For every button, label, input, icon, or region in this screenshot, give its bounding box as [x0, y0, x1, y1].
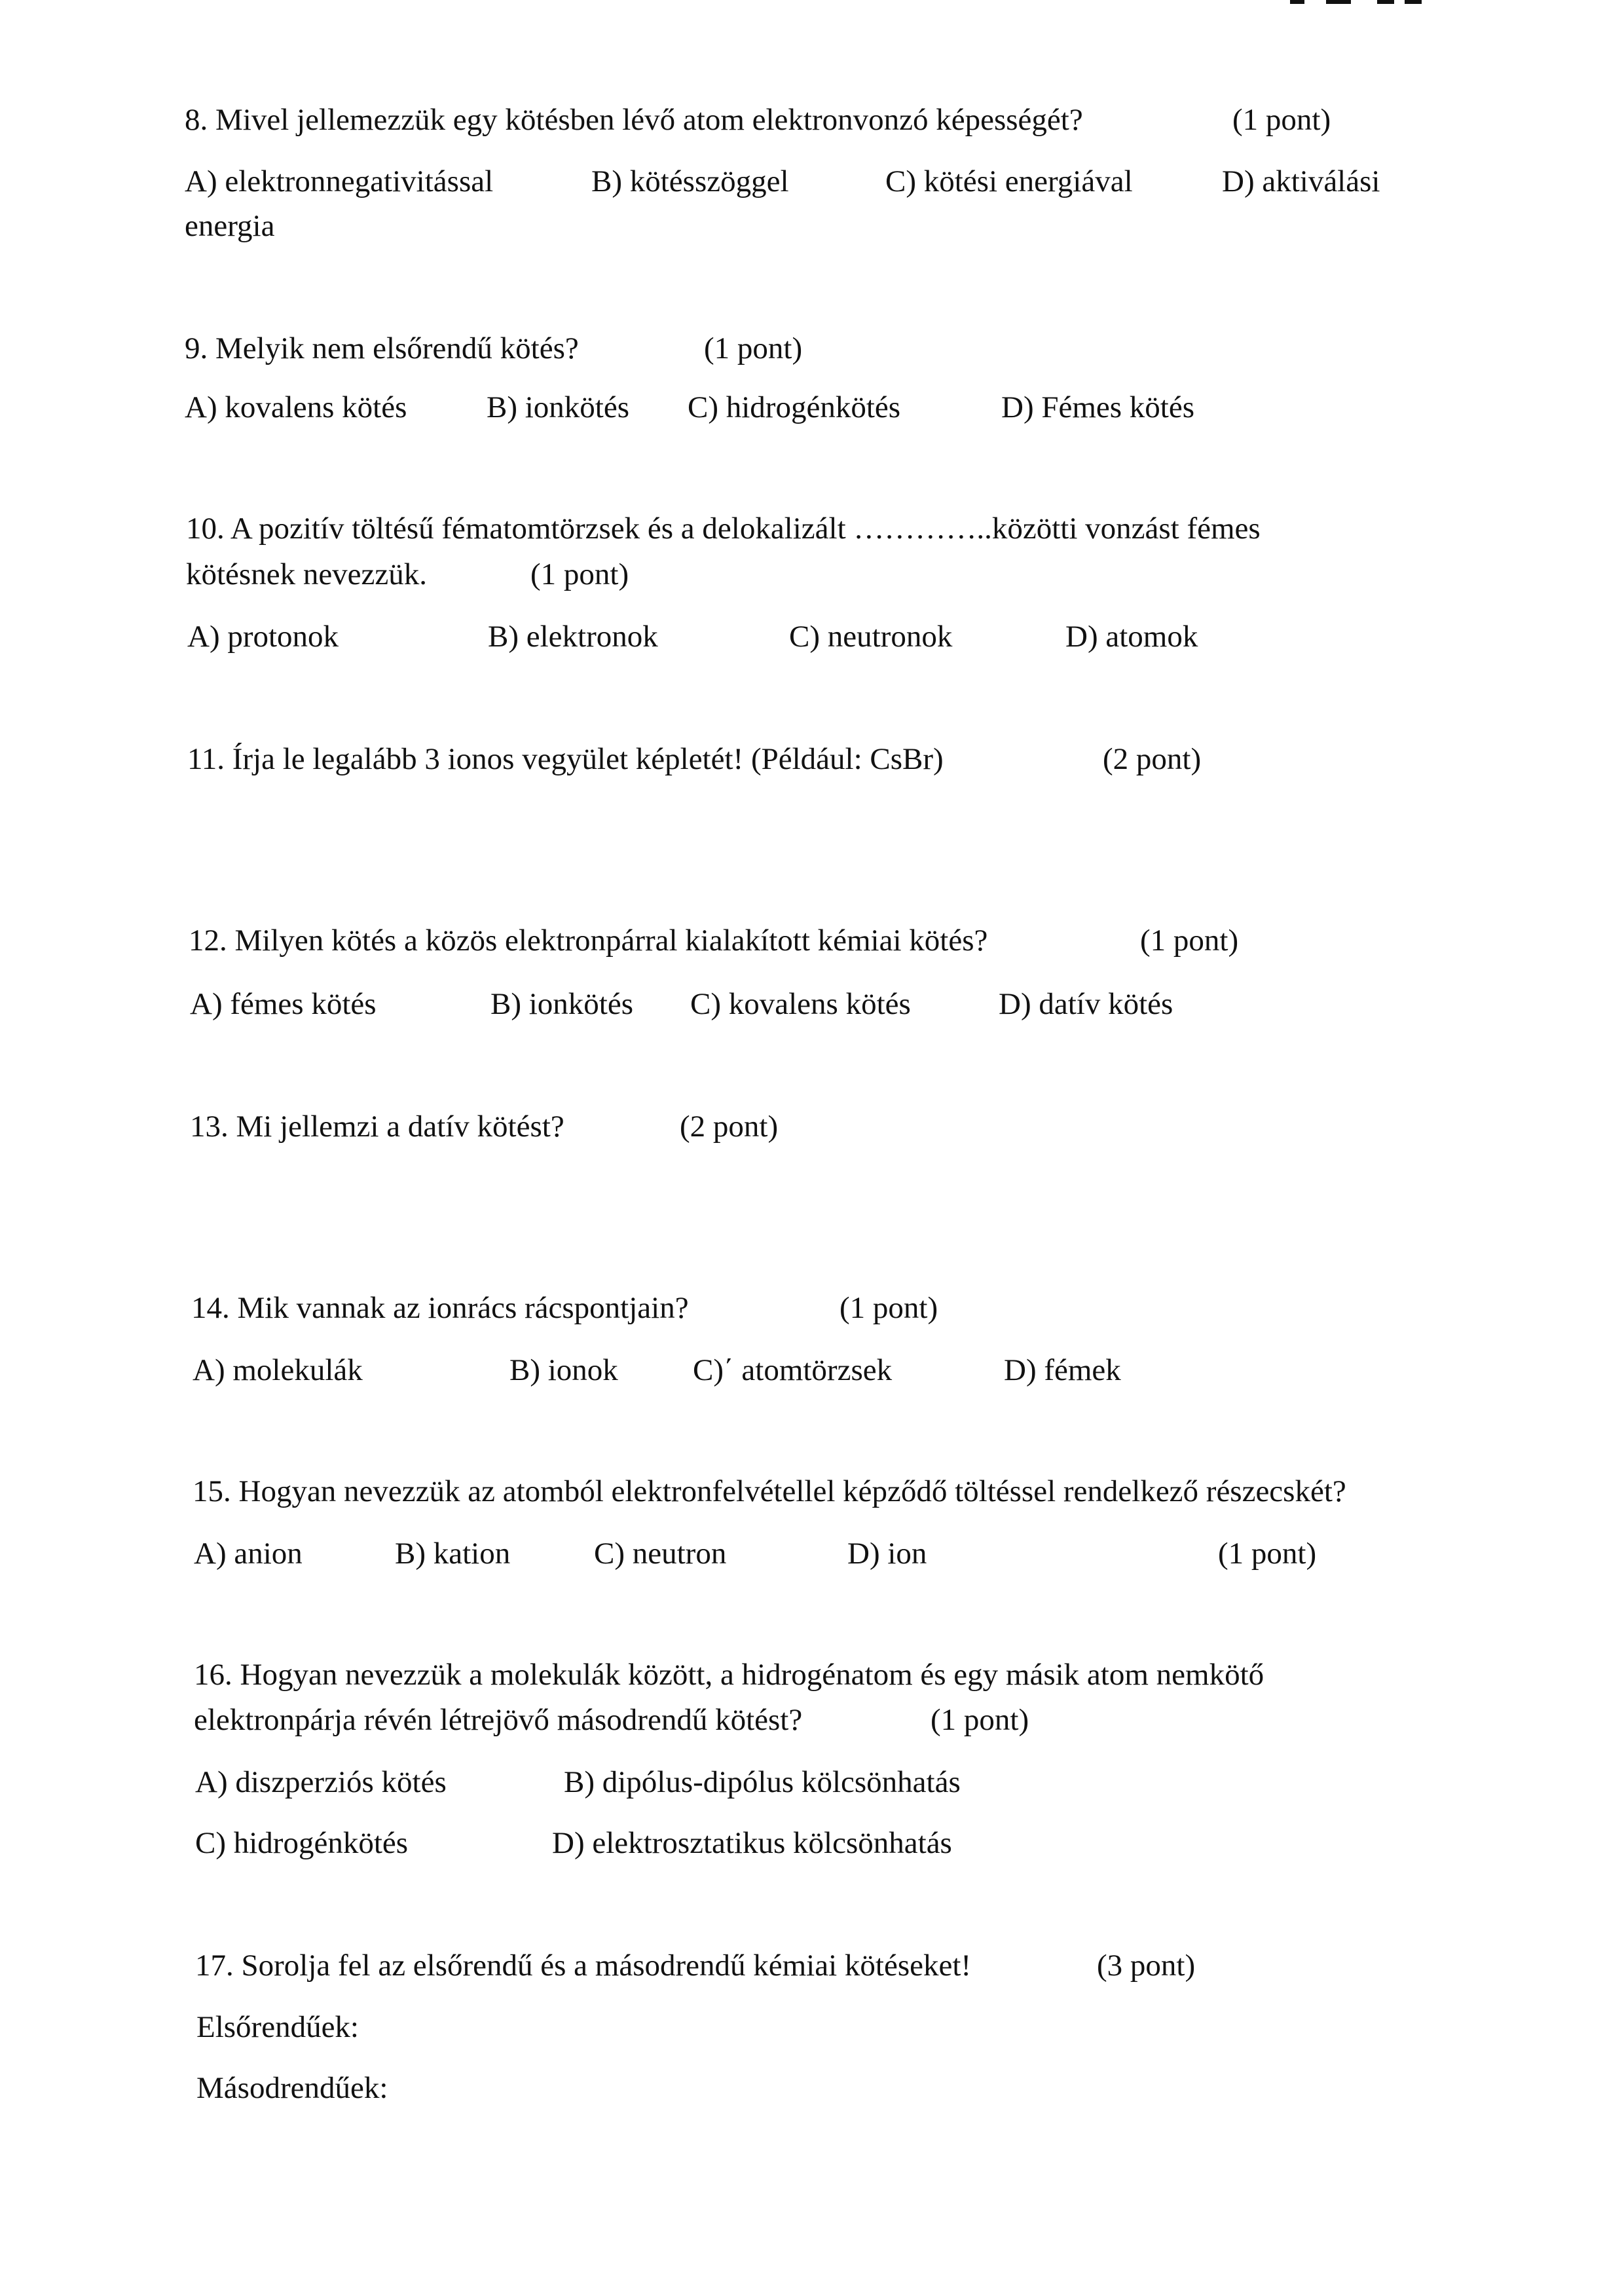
option-c: C) hidrogénkötés	[195, 1826, 409, 1860]
option-a: A) molekulák	[193, 1353, 363, 1387]
option-a: A) anion	[194, 1537, 303, 1571]
header-mark	[1290, 0, 1304, 4]
option-d: D) Fémes kötés	[1001, 390, 1195, 424]
question-text: 14. Mik vannak az ionrács rácspontjain?	[191, 1291, 689, 1325]
option-d-wrap: energia	[185, 209, 275, 243]
question-points: (1 pont)	[530, 557, 629, 591]
option-d: D) fémek	[1004, 1353, 1121, 1387]
option-b: B) ionkötés	[490, 987, 634, 1021]
option-b: B) elektronok	[488, 620, 658, 654]
header-mark	[1377, 0, 1394, 4]
option-a: A) protonok	[187, 620, 339, 654]
option-c: C) neutronok	[789, 620, 953, 654]
question-points: (2 pont)	[680, 1110, 779, 1144]
option-c: C) hidrogénkötés	[688, 390, 901, 424]
question-points: (1 pont)	[931, 1703, 1029, 1737]
option-a: A) diszperziós kötés	[195, 1765, 447, 1799]
option-b: B) ionok	[509, 1353, 618, 1387]
header-mark	[1326, 0, 1351, 4]
question-text: 8. Mivel jellemezzük egy kötésben lévő atom elektronvonzó képességét?	[185, 103, 1083, 137]
option-a: A) elektronnegativitással	[185, 164, 494, 198]
option-d: D) atomok	[1065, 620, 1198, 654]
question-text: 12. Milyen kötés a közös elektronpárral kialakított kémiai kötés?	[189, 924, 988, 958]
answer-label-primary: Elsőrendűek:	[196, 2010, 359, 2044]
option-c: C)΄ atomtörzsek	[693, 1353, 893, 1387]
question-points: (1 pont)	[1218, 1537, 1317, 1571]
option-c: C) kötési energiával	[885, 164, 1133, 198]
option-b: B) ionkötés	[487, 390, 630, 424]
question-text-cont: kötésnek nevezzük.	[186, 557, 428, 591]
option-b: B) kötésszöggel	[591, 164, 789, 198]
question-points: (1 pont)	[704, 331, 803, 365]
question-text: 15. Hogyan nevezzük az atomból elektronfelvétellel képződő töltéssel rendelkező részecskét?	[193, 1474, 1346, 1508]
option-b: B) kation	[395, 1537, 511, 1571]
option-c: C) kovalens kötés	[690, 987, 911, 1021]
question-points: (3 pont)	[1097, 1949, 1196, 1983]
question-points: (2 pont)	[1103, 742, 1202, 776]
answer-label-secondary: Másodrendűek:	[196, 2071, 388, 2105]
option-d: D) aktiválási	[1222, 164, 1380, 198]
option-b: B) dipólus-dipólus kölcsönhatás	[564, 1765, 961, 1799]
header-mark	[1405, 0, 1422, 4]
option-c: C) neutron	[594, 1537, 727, 1571]
option-d: D) ion	[847, 1537, 927, 1571]
question-text: 17. Sorolja fel az elsőrendű és a másodrendű kémiai kötéseket!	[195, 1949, 972, 1983]
question-text: 11. Írja le legalább 3 ionos vegyület képletét! (Például: CsBr)	[187, 742, 944, 776]
question-text: 13. Mi jellemzi a datív kötést?	[190, 1110, 564, 1144]
option-a: A) fémes kötés	[190, 987, 377, 1021]
option-d: D) datív kötés	[999, 987, 1173, 1021]
question-text: 10. A pozitív töltésű fématomtörzsek és a delokalizált …………..közötti vonzást fémes	[186, 512, 1261, 546]
option-d: D) elektrosztatikus kölcsönhatás	[552, 1826, 952, 1860]
question-points: (1 pont)	[1140, 924, 1239, 958]
question-points: (1 pont)	[840, 1291, 938, 1325]
question-text: 9. Melyik nem elsőrendű kötés?	[185, 331, 579, 365]
question-text-cont: elektronpárja révén létrejövő másodrendű kötést?	[194, 1703, 803, 1737]
question-points: (1 pont)	[1232, 103, 1331, 137]
question-text: 16. Hogyan nevezzük a molekulák között, a hidrogénatom és egy másik atom nemkötő	[194, 1658, 1264, 1692]
option-a: A) kovalens kötés	[185, 390, 407, 424]
